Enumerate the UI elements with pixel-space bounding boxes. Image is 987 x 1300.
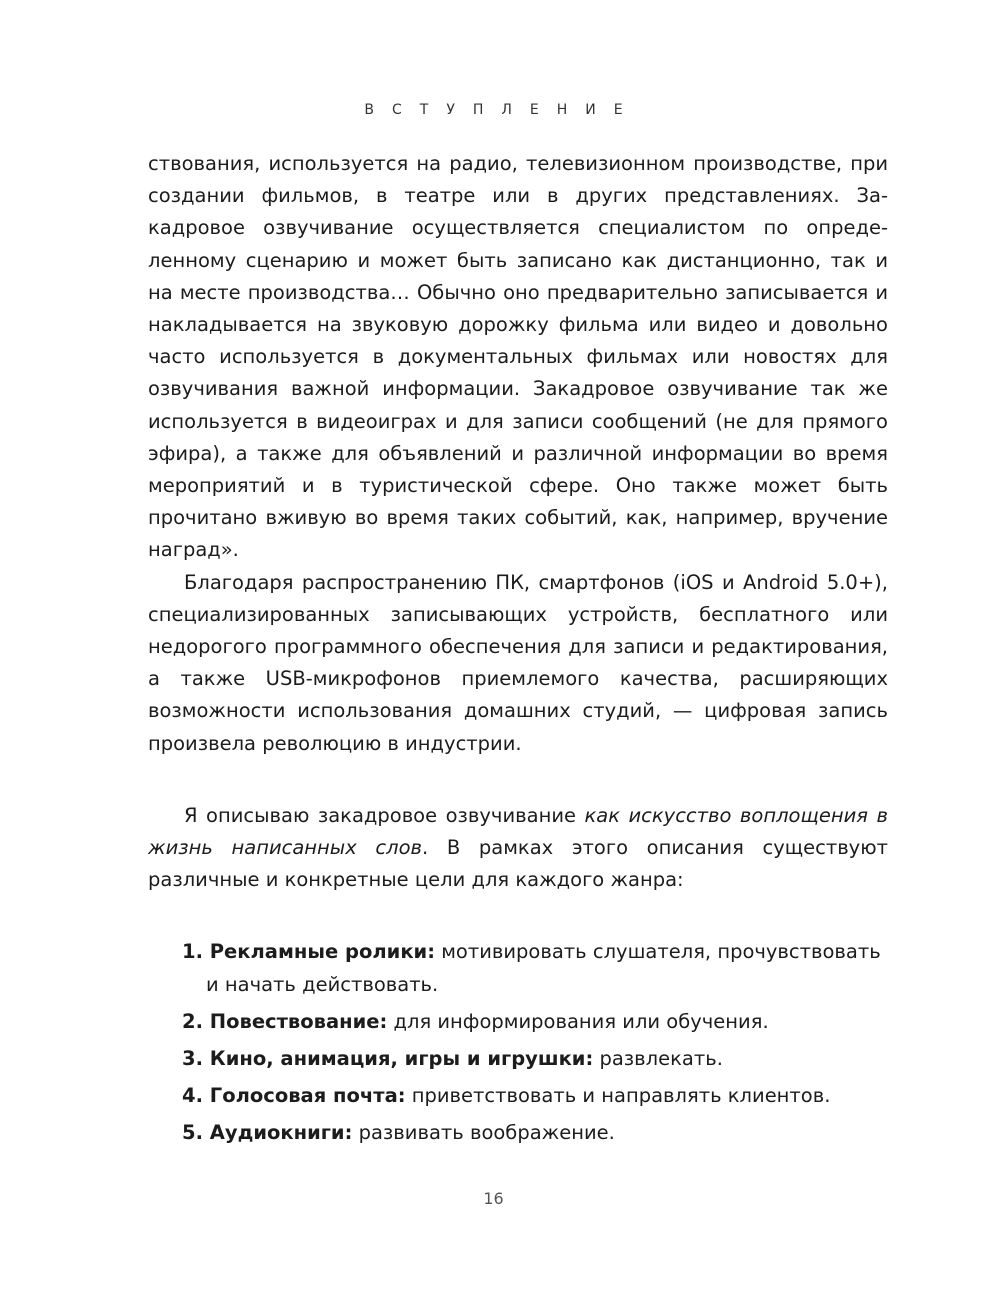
genre-term: 2. Повествование: (182, 1009, 388, 1033)
genre-description: приветствовать и направлять клиентов. (405, 1084, 831, 1108)
page-number: 16 (483, 1189, 504, 1208)
list-item (182, 1043, 888, 1075)
paragraph-definition (148, 800, 888, 897)
definition-lead: Я описываю закадровое озвучивание (184, 803, 585, 827)
genre-term: 5. Аудиокниги: (182, 1121, 353, 1145)
genre-description: развивать воображение. (352, 1121, 615, 1145)
body-text (148, 148, 888, 1155)
genre-term: 4. Голосовая почта: (182, 1084, 406, 1108)
list-item (182, 1080, 888, 1112)
definition-tail: . В рамках этого описания существуют различные и конкретные цели для каждого жанра: (148, 836, 888, 892)
running-head: ВСТУПЛЕНИЕ (364, 102, 641, 118)
list-item (182, 936, 888, 1000)
list-item (182, 1117, 888, 1149)
genre-term: 3. Кино, анимация, игры и игрушки: (182, 1047, 594, 1071)
genre-list (148, 936, 888, 1149)
genre-description: развлекать. (593, 1047, 723, 1071)
genre-term: 1. Рекламные ролики: (182, 940, 436, 964)
paragraph-digital-recording: Благодаря распространению ПК, смартфонов (iOS и Android 5.0+), специализированных записывающих устройств, бесплатного или недорогого программного обеспечения для записи и редактирования, а также USB-микрофонов приемлемого качества, расширяющих возможности использования домашних студий, — цифровая запись произвела революцию в индустрии. (148, 570, 888, 755)
genre-description: мотивировать слушателя, прочувствовать и начать действовать. (206, 940, 881, 996)
genre-description: для информирования или обучения. (387, 1009, 769, 1033)
paragraph-continuation: ствования, используется на радио, телевизионном производстве, при создании фильмов, в театре или в других представлениях. Закадровое озвучивание осуществляется специалистом по определенному сценарию и может быть записано как дистанционно, так и на месте производства… Обычно оно предварительно записывается и накладывается на звуковую дорожку фильма или видео и довольно часто используется в документальных фильмах или новостях для озвучивания важной информации. Закадровое озвучивание так же используется в видеоиграх и для записи сообщений (не для прямого эфира), а также для объявлений и различной информации во время мероприятий и в туристической сфере. Оно также может быть прочитано вживую во время таких событий, как, например, вручение наград». (148, 152, 888, 562)
list-item (182, 1006, 888, 1038)
definition-italic: как искусство воплощения в жизнь написанных слов (148, 803, 888, 860)
